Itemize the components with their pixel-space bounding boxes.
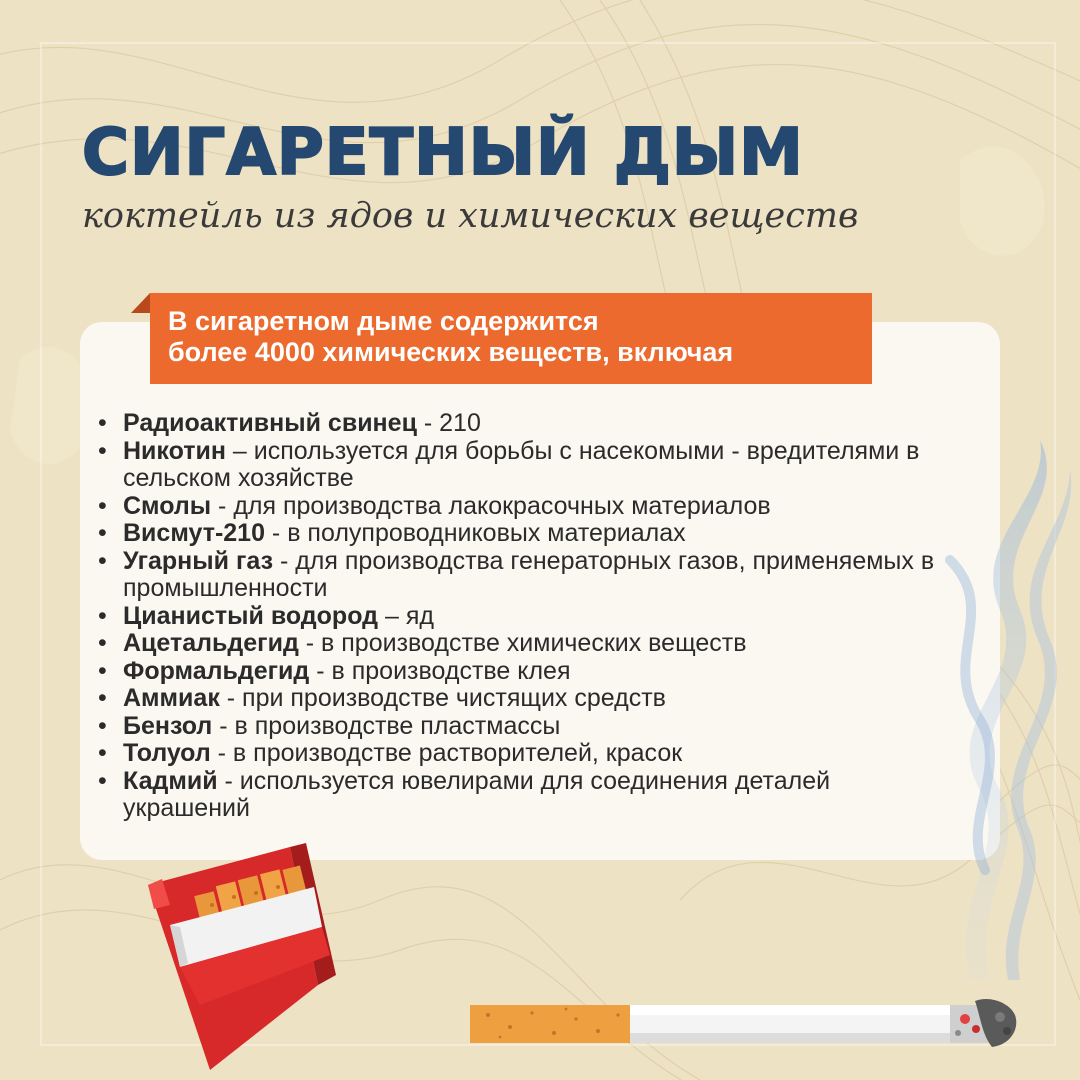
bullet-dot: •: [98, 766, 107, 795]
bullet-dot: •: [98, 546, 107, 575]
substance-description: - в производстве химических веществ: [298, 629, 747, 657]
substance-name: Кадмий: [123, 766, 218, 795]
intro-line-1: В сигаретном дыме содержится: [168, 306, 599, 336]
substance-name: Смолы: [123, 491, 212, 520]
substance-description: – используется для борьбы с насекомыми - вредителями в сельском хозяйстве: [123, 436, 920, 492]
substance-description: – яд: [378, 601, 434, 630]
bullet-dot: •: [98, 684, 107, 712]
substance-description: - в производстве растворителей, красок: [210, 739, 683, 767]
substance-name: Угарный газ: [123, 546, 273, 575]
bullet-dot: •: [98, 409, 107, 437]
substance-item: [98, 768, 958, 823]
substance-name: Ацетальдегид: [123, 629, 299, 657]
substance-description: - 210: [416, 409, 481, 437]
substance-item: [98, 493, 958, 521]
substance-description: - для производства лакокрасочных материалов: [211, 491, 771, 520]
substance-item: [98, 685, 958, 713]
bullet-dot: •: [98, 436, 107, 465]
substance-description: - в производстве пластмассы: [212, 711, 561, 740]
substance-description: - для производства генераторных газов, применяемых в промышленности: [123, 546, 935, 602]
substance-description: - при производстве чистящих средств: [219, 684, 666, 712]
substance-name: Никотин: [123, 436, 226, 465]
substance-name: Цианистый водород: [123, 601, 379, 630]
intro-banner-text: [168, 306, 733, 368]
bullet-dot: •: [98, 491, 107, 520]
substance-name: Радиоактивный свинец: [123, 409, 417, 437]
page-title: СИГАРЕТНЫЙ ДЫМ: [82, 116, 804, 190]
substance-item: [98, 520, 958, 548]
substance-item: [98, 548, 958, 603]
substance-name: Формальдегид: [123, 656, 310, 685]
substance-item: [98, 630, 958, 658]
cigarette-pack-illustration: [140, 835, 340, 1080]
smoke-illustration: [930, 440, 1080, 1000]
substance-item: [98, 603, 958, 631]
banner-fold: [131, 293, 150, 313]
substance-item: [98, 740, 958, 768]
substance-description: - в производстве клея: [309, 656, 571, 685]
substance-item: [98, 658, 958, 686]
substance-name: Толуол: [123, 739, 211, 767]
bullet-dot: •: [98, 519, 107, 547]
substance-item: [98, 713, 958, 741]
burning-cigarette-illustration: [470, 995, 1020, 1051]
bullet-dot: •: [98, 739, 107, 767]
intro-line-2: более 4000 химических веществ, включая: [168, 337, 734, 367]
page-subtitle: коктейль из ядов и химических веществ: [82, 196, 859, 236]
substance-item: [98, 438, 958, 493]
bullet-dot: •: [98, 656, 107, 685]
bullet-dot: •: [98, 711, 107, 740]
substance-list: [98, 410, 958, 823]
bullet-dot: •: [98, 629, 107, 657]
substance-description: - в полупроводниковых материалах: [264, 519, 686, 547]
substance-name: Висмут-210: [123, 519, 265, 547]
bullet-dot: •: [98, 601, 107, 630]
substance-description: - используется ювелирами для соединения деталей украшений: [123, 766, 831, 822]
substance-name: Аммиак: [123, 684, 220, 712]
substance-item: [98, 410, 958, 438]
substance-name: Бензол: [123, 711, 213, 740]
